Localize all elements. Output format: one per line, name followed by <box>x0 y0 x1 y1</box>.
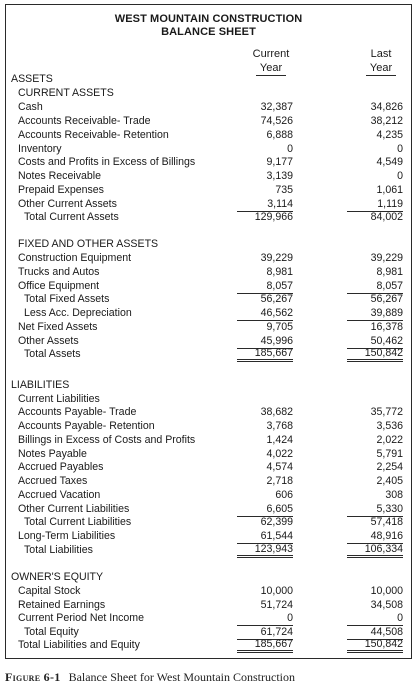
last-year-value: 5,791 <box>376 448 403 460</box>
row-label: Accounts Receivable- Trade <box>18 115 151 127</box>
row-label: Office Equipment <box>18 280 100 292</box>
row-label: LIABILITIES <box>11 379 70 391</box>
current-year-value: 56,267 <box>260 293 293 305</box>
current-year-value: 38,682 <box>260 406 293 418</box>
balance-row <box>6 266 411 280</box>
balance-row <box>6 115 411 129</box>
current-year-value: 0 <box>237 612 293 626</box>
row-label: OWNER'S EQUITY <box>11 571 104 583</box>
last-year-value: 8,981 <box>376 266 403 278</box>
row-label: Accrued Payables <box>18 461 104 473</box>
balance-row <box>6 434 411 448</box>
row-label: Costs and Profits in Excess of Billings <box>18 156 196 168</box>
balance-row <box>6 238 411 252</box>
figure-number: Figure 6-1 <box>5 670 61 684</box>
balance-row <box>6 461 411 475</box>
figure-caption <box>5 670 295 685</box>
row-label: Cash <box>18 101 43 113</box>
row-label: Construction Equipment <box>18 252 132 264</box>
balance-row <box>6 143 411 157</box>
balance-row <box>6 393 411 407</box>
last-year-value: 34,508 <box>370 599 403 611</box>
last-year-value: 1,119 <box>347 198 403 212</box>
current-year-value: 51,724 <box>260 599 293 611</box>
balance-row <box>6 348 411 362</box>
last-year-value: 38,212 <box>370 115 403 127</box>
row-label: Current Period Net Income <box>18 612 145 624</box>
current-year-value: 6,605 <box>237 503 293 517</box>
balance-row <box>6 184 411 198</box>
last-year-value: 35,772 <box>370 406 403 418</box>
balance-row <box>6 321 411 335</box>
balance-rows <box>6 5 411 658</box>
last-year-value: 2,022 <box>376 434 403 446</box>
balance-row <box>6 211 411 225</box>
balance-row <box>6 420 411 434</box>
row-label: Trucks and Autos <box>18 266 100 278</box>
row-label: Accrued Taxes <box>18 475 88 487</box>
row-label: Other Current Assets <box>18 198 117 210</box>
row-label: Capital Stock <box>18 585 81 597</box>
last-year-value: 150,842 <box>347 639 403 653</box>
last-year-value: 5,330 <box>347 503 403 517</box>
balance-row <box>6 585 411 599</box>
last-year-value: 4,549 <box>376 156 403 168</box>
row-label: Long-Term Liabilities <box>18 530 116 542</box>
balance-row <box>6 101 411 115</box>
current-year-value: 10,000 <box>260 585 293 597</box>
row-label: Total Current Assets <box>24 211 119 223</box>
row-label: Notes Payable <box>18 448 87 460</box>
balance-row <box>6 406 411 420</box>
last-year-value: 57,418 <box>370 516 403 528</box>
current-year-header: Current Year <box>252 48 290 74</box>
last-year-value: 4,235 <box>376 129 403 141</box>
last-year-value: 10,000 <box>370 585 403 597</box>
row-label: Total Current Liabilities <box>24 516 132 528</box>
balance-row <box>6 87 411 101</box>
row-label: Current Liabilities <box>18 393 100 405</box>
current-year-value: 3,139 <box>266 170 293 182</box>
current-year-value: 61,544 <box>237 530 293 544</box>
balance-row <box>6 170 411 184</box>
row-label: Total Equity <box>24 626 79 638</box>
last-year-value: 0 <box>397 170 403 182</box>
last-year-value: 39,889 <box>347 307 403 321</box>
last-year-value: 3,536 <box>376 420 403 432</box>
balance-row <box>6 571 411 585</box>
company-name: WEST MOUNTAIN CONSTRUCTION <box>114 13 303 25</box>
row-label: Total Liabilities <box>24 544 93 556</box>
row-label: Accrued Vacation <box>18 489 101 501</box>
balance-row <box>6 293 411 307</box>
current-year-value: 0 <box>287 143 293 155</box>
last-year-value: 150,842 <box>347 348 403 362</box>
row-label: Other Current Liabilities <box>18 503 130 515</box>
balance-row <box>6 544 411 558</box>
last-year-value: 0 <box>347 612 403 626</box>
row-label: Total Assets <box>24 348 81 360</box>
last-year-value: 8,057 <box>347 280 403 294</box>
last-year-value: 2,254 <box>376 461 403 473</box>
row-label: Notes Receivable <box>18 170 102 182</box>
balance-row <box>6 129 411 143</box>
balance-row <box>6 156 411 170</box>
current-year-value: 46,562 <box>237 307 293 321</box>
row-label: Total Fixed Assets <box>24 293 110 305</box>
current-year-value: 39,229 <box>260 252 293 264</box>
current-year-value: 32,387 <box>260 101 293 113</box>
row-label: Net Fixed Assets <box>18 321 98 333</box>
figure-caption-text: Balance Sheet for West Mountain Construction <box>68 670 295 684</box>
balance-row <box>6 516 411 530</box>
balance-row <box>6 379 411 393</box>
row-label: Accounts Receivable- Retention <box>18 129 169 141</box>
current-year-value: 4,022 <box>266 448 293 460</box>
last-year-value: 84,002 <box>370 211 403 223</box>
report-title: BALANCE SHEET <box>161 26 256 38</box>
balance-row <box>6 307 411 321</box>
last-year-value: 308 <box>385 489 403 501</box>
row-label: Less Acc. Depreciation <box>24 307 132 319</box>
current-year-value: 185,667 <box>237 639 293 653</box>
row-label: Prepaid Expenses <box>18 184 104 196</box>
balance-sheet-frame <box>5 4 412 659</box>
current-year-value: 6,888 <box>266 129 293 141</box>
current-year-value: 61,724 <box>237 626 293 640</box>
current-year-value: 62,399 <box>260 516 293 528</box>
last-year-value: 44,508 <box>347 626 403 640</box>
row-label: Inventory <box>18 143 62 155</box>
balance-row <box>6 198 411 212</box>
current-year-value: 9,177 <box>266 156 293 168</box>
current-year-value: 8,981 <box>266 266 293 278</box>
current-year-value: 185,667 <box>237 348 293 362</box>
balance-row <box>6 448 411 462</box>
current-year-value: 123,943 <box>237 544 293 558</box>
current-year-value: 45,996 <box>237 335 293 349</box>
balance-row <box>6 489 411 503</box>
current-year-value: 74,526 <box>260 115 293 127</box>
current-year-value: 1,424 <box>266 434 293 446</box>
balance-row <box>6 612 411 626</box>
last-year-value: 48,916 <box>347 530 403 544</box>
balance-row <box>6 280 411 294</box>
row-label: FIXED AND OTHER ASSETS <box>18 238 159 250</box>
row-label: Total Liabilities and Equity <box>18 639 140 651</box>
row-label: Retained Earnings <box>18 599 106 611</box>
row-label: Accounts Payable- Trade <box>18 406 137 418</box>
last-year-value: 2,405 <box>376 475 403 487</box>
current-year-value: 606 <box>275 489 293 501</box>
current-year-value: 3,768 <box>266 420 293 432</box>
current-year-value: 735 <box>275 184 293 196</box>
balance-row <box>6 503 411 517</box>
current-year-value: 4,574 <box>266 461 293 473</box>
row-label: ASSETS <box>11 73 53 85</box>
balance-row <box>6 335 411 349</box>
balance-row <box>6 475 411 489</box>
last-year-value: 34,826 <box>370 101 403 113</box>
last-year-value: 39,229 <box>370 252 403 264</box>
balance-row <box>6 530 411 544</box>
current-year-value: 129,966 <box>254 211 293 223</box>
last-year-value: 56,267 <box>370 293 403 305</box>
last-year-value: 106,334 <box>347 544 403 558</box>
balance-row <box>6 73 411 87</box>
row-label: Other Assets <box>18 335 79 347</box>
current-year-value: 3,114 <box>237 198 293 212</box>
balance-row <box>6 639 411 653</box>
current-year-value: 9,705 <box>266 321 293 333</box>
current-year-value: 2,718 <box>266 475 293 487</box>
row-label: CURRENT ASSETS <box>18 87 114 99</box>
balance-row <box>6 252 411 266</box>
last-year-value: 16,378 <box>370 321 403 333</box>
last-year-header: Last Year <box>351 47 411 76</box>
balance-row <box>6 626 411 640</box>
last-year-value: 50,462 <box>347 335 403 349</box>
row-label: Accounts Payable- Retention <box>18 420 155 432</box>
last-year-value: 1,061 <box>376 184 403 196</box>
current-year-value: 8,057 <box>237 280 293 294</box>
last-year-value: 0 <box>397 143 403 155</box>
row-label: Billings in Excess of Costs and Profits <box>18 434 196 446</box>
balance-row <box>6 599 411 613</box>
